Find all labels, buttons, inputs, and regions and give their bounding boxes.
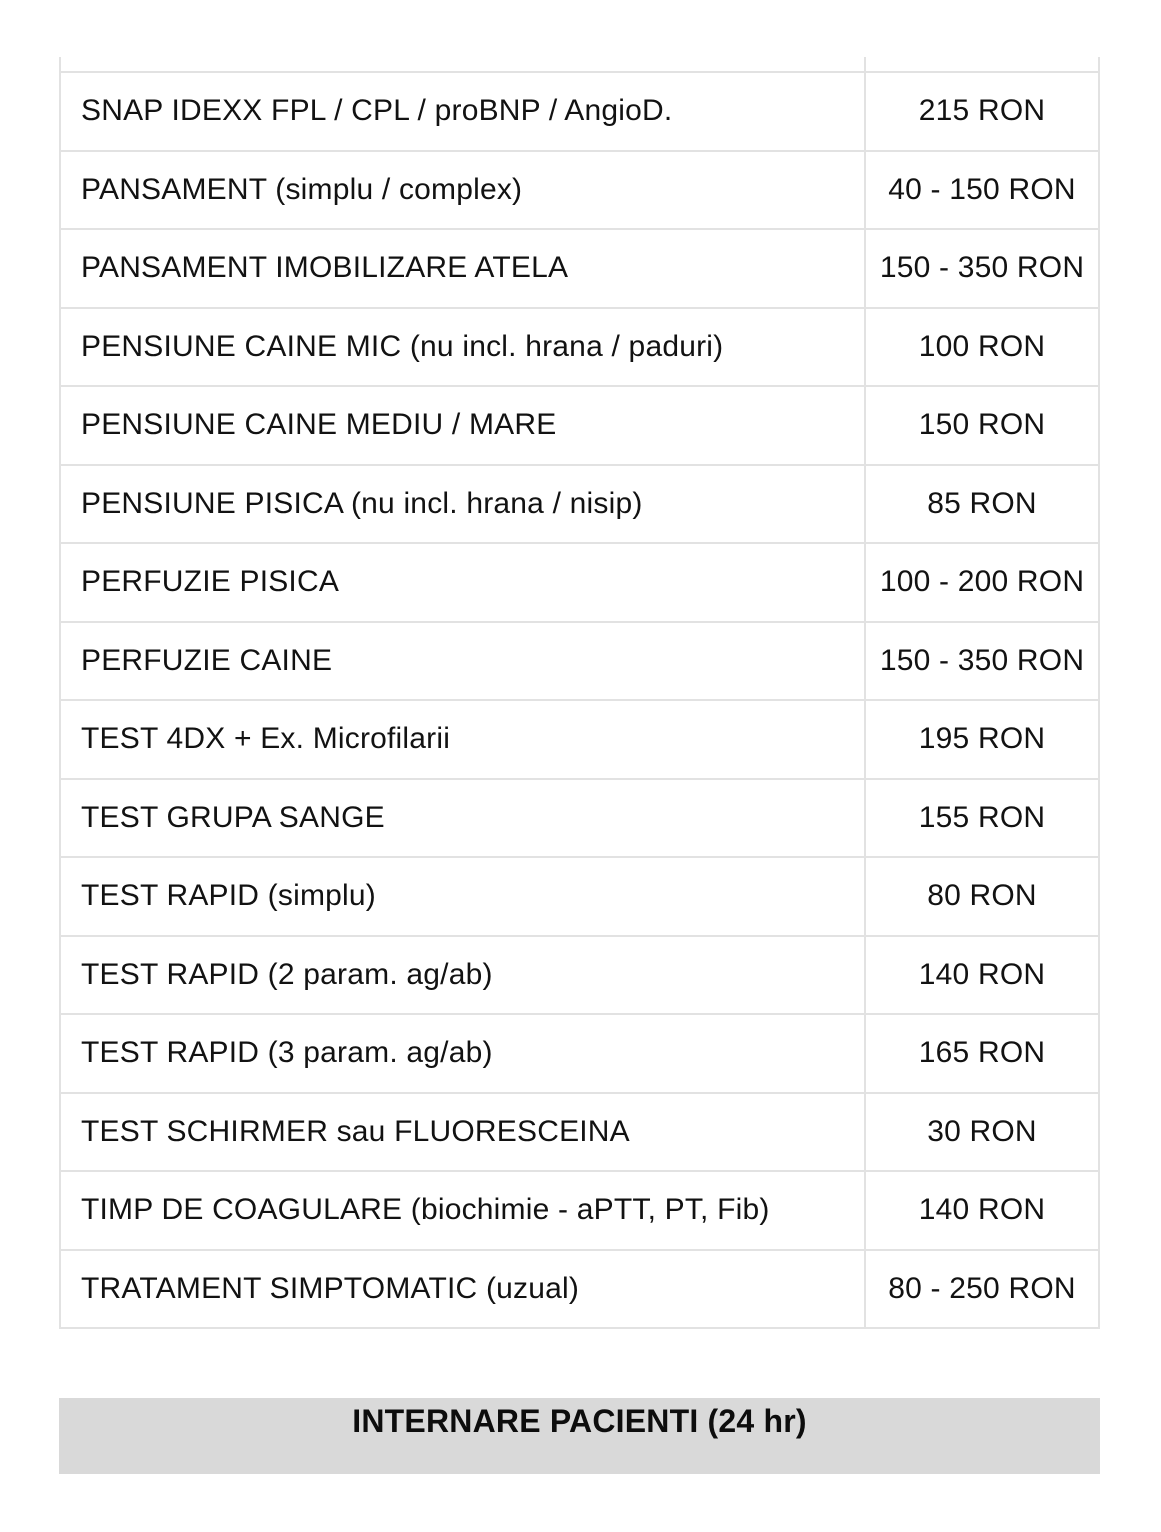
price-cell: 100 RON xyxy=(864,309,1098,386)
service-name-cell: TRATAMENT SIMPTOMATIC (uzual) xyxy=(81,1271,580,1305)
price-cell: 80 - 250 RON xyxy=(864,1251,1098,1328)
section-header-internare xyxy=(59,1398,1100,1474)
table-row xyxy=(61,1015,1098,1094)
price-cell: 150 - 350 RON xyxy=(864,623,1098,700)
price-cell: 195 RON xyxy=(864,701,1098,778)
price-cell: 150 RON xyxy=(864,387,1098,464)
table-row-partial xyxy=(61,57,1098,73)
service-name-cell: TEST RAPID (3 param. ag/ab) xyxy=(81,1036,493,1070)
price-cell: 100 - 200 RON xyxy=(864,544,1098,621)
service-name-cell: PENSIUNE PISICA (nu incl. hrana / nisip) xyxy=(81,486,643,520)
price-cell: 165 RON xyxy=(864,1015,1098,1092)
service-name-cell: TEST SCHIRMER sau FLUORESCEINA xyxy=(81,1114,630,1148)
price-cell xyxy=(864,57,1098,71)
table-row xyxy=(61,780,1098,859)
price-cell: 80 RON xyxy=(864,858,1098,935)
service-name-cell: PANSAMENT (simplu / complex) xyxy=(81,172,523,206)
service-name-cell: PENSIUNE CAINE MEDIU / MARE xyxy=(81,408,557,442)
table-row xyxy=(61,1251,1098,1330)
service-name-cell: PENSIUNE CAINE MIC (nu incl. hrana / paduri) xyxy=(81,329,724,363)
table-row xyxy=(61,937,1098,1016)
service-name-cell: TEST 4DX + Ex. Microfilarii xyxy=(81,722,451,756)
table-row xyxy=(61,544,1098,623)
price-cell: 40 - 150 RON xyxy=(864,152,1098,229)
table-row xyxy=(61,623,1098,702)
price-cell: 85 RON xyxy=(864,466,1098,543)
table-row xyxy=(61,309,1098,388)
table-row xyxy=(61,1094,1098,1173)
table-row xyxy=(61,701,1098,780)
price-cell: 30 RON xyxy=(864,1094,1098,1171)
table-row xyxy=(61,466,1098,545)
price-cell: 155 RON xyxy=(864,780,1098,857)
price-cell: 150 - 350 RON xyxy=(864,230,1098,307)
service-name-cell xyxy=(61,57,864,71)
service-name-cell: TIMP DE COAGULARE (biochimie - aPTT, PT, Fib) xyxy=(81,1193,770,1227)
table-row xyxy=(61,1172,1098,1251)
service-name-cell: TEST RAPID (simplu) xyxy=(81,879,376,913)
service-name-cell: PERFUZIE PISICA xyxy=(81,565,340,599)
service-name-cell: TEST RAPID (2 param. ag/ab) xyxy=(81,957,493,991)
price-table xyxy=(59,57,1100,1329)
section-header-label: INTERNARE PACIENTI (24 hr) xyxy=(352,1403,807,1439)
table-row xyxy=(61,152,1098,231)
table-row xyxy=(61,858,1098,937)
price-cell: 140 RON xyxy=(864,1172,1098,1249)
service-name-cell: TEST GRUPA SANGE xyxy=(81,800,385,834)
service-name-cell: SNAP IDEXX FPL / CPL / proBNP / AngioD. xyxy=(81,94,673,128)
table-row xyxy=(61,387,1098,466)
price-cell: 140 RON xyxy=(864,937,1098,1014)
service-name-cell: PERFUZIE CAINE xyxy=(81,643,333,677)
price-cell: 215 RON xyxy=(864,73,1098,150)
table-row xyxy=(61,73,1098,152)
service-name-cell: PANSAMENT IMOBILIZARE ATELA xyxy=(81,251,569,285)
table-row xyxy=(61,230,1098,309)
